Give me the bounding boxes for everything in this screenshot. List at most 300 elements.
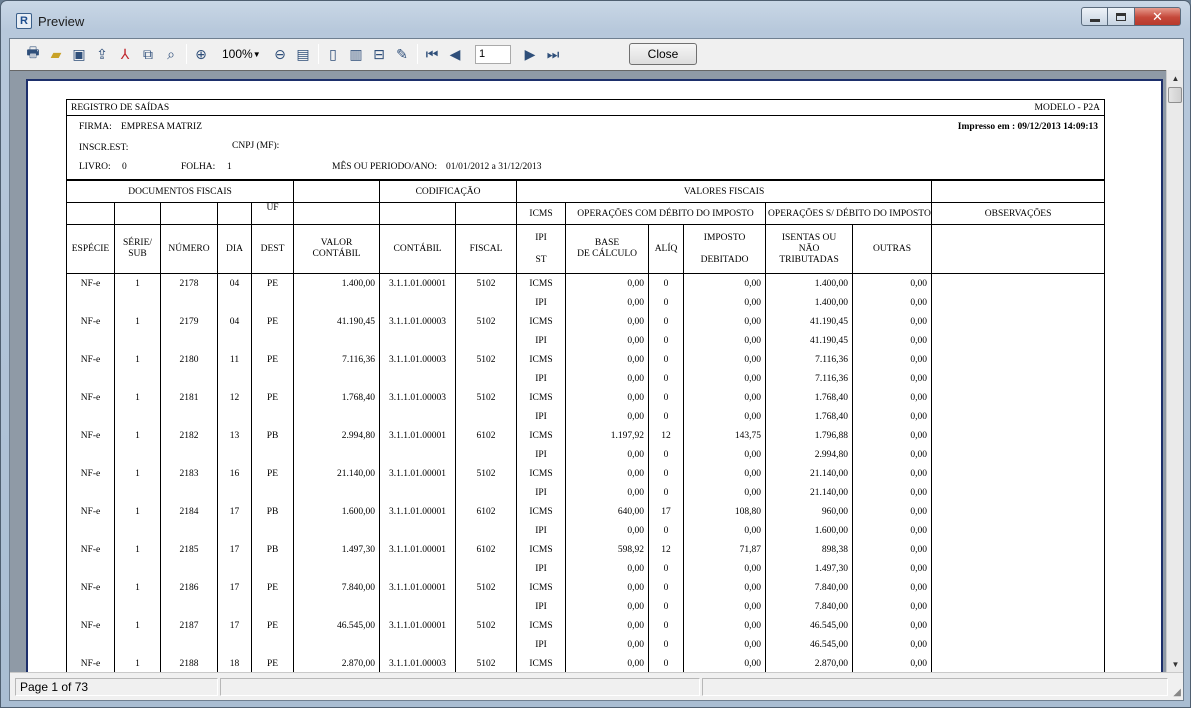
- cnpj-label: CNPJ (MF):: [232, 141, 280, 151]
- cell-valor: 1.497,30: [294, 540, 380, 559]
- resize-grip-icon[interactable]: ◢: [1173, 687, 1181, 698]
- cell-tax-type: IPI: [517, 445, 566, 464]
- print-icon[interactable]: 🖶: [26, 44, 40, 60]
- cell-base: 0,00: [566, 445, 649, 464]
- title-bar[interactable]: [1, 1, 1190, 39]
- cell-dest: PE: [252, 274, 294, 293]
- cell-tax-type: IPI: [517, 331, 566, 350]
- cell-blank: [218, 445, 252, 464]
- cell-blank: [161, 369, 218, 388]
- header-serie-line2: SUB: [128, 249, 147, 259]
- cell-blank: [67, 597, 115, 616]
- cell-numero: 2179: [161, 312, 218, 331]
- cell-isentas: 2.994,80: [766, 445, 853, 464]
- cell-blank: [294, 407, 380, 426]
- window-title: Preview: [38, 14, 85, 29]
- report-table-body: [66, 274, 1105, 673]
- cell-base: 0,00: [566, 369, 649, 388]
- cell-outras: 0,00: [853, 559, 932, 578]
- window-controls: [1081, 7, 1181, 27]
- report-model: MODELO - P2A: [1034, 102, 1100, 113]
- header-imposto-line2: DEBITADO: [700, 254, 749, 265]
- find-icon[interactable]: ⌕: [167, 45, 175, 62]
- cell-observacoes: [932, 616, 1105, 635]
- cell-blank: [456, 407, 517, 426]
- prev-page-icon[interactable]: ◀: [449, 45, 461, 62]
- cell-blank: [218, 369, 252, 388]
- cell-imposto: 0,00: [684, 331, 766, 350]
- cell-fiscal: 5102: [456, 616, 517, 635]
- cell-blank: [115, 559, 161, 578]
- cell-blank: [115, 483, 161, 502]
- table-row: [67, 635, 1105, 654]
- table-row: [67, 654, 1105, 673]
- cell-contabil: 3.1.1.01.00001: [380, 274, 456, 293]
- cell-observacoes: [932, 521, 1105, 540]
- cell-aliq: 0: [649, 350, 684, 369]
- cell-blank: [67, 559, 115, 578]
- page-width-icon[interactable]: ▤: [296, 45, 310, 62]
- cell-tax-type: ICMS: [517, 654, 566, 673]
- vertical-scrollbar[interactable]: [1166, 70, 1183, 673]
- cell-observacoes: [932, 635, 1105, 654]
- cell-aliq: 12: [649, 426, 684, 445]
- cell-serie: 1: [115, 502, 161, 521]
- cell-imposto: 0,00: [684, 578, 766, 597]
- cell-blank: [294, 293, 380, 312]
- open-icon[interactable]: ▰: [50, 45, 62, 62]
- cell-blank: [218, 635, 252, 654]
- edit-icon[interactable]: ✎: [396, 45, 408, 62]
- cell-dest: PE: [252, 578, 294, 597]
- table-row: [67, 369, 1105, 388]
- header-isentas-line1: ISENTAS OU: [781, 232, 837, 243]
- cell-tax-type: IPI: [517, 521, 566, 540]
- cell-blank: [161, 521, 218, 540]
- cell-blank: [161, 407, 218, 426]
- cell-blank: [252, 331, 294, 350]
- cell-blank: [252, 483, 294, 502]
- cell-fiscal: 5102: [456, 578, 517, 597]
- cell-tax-type: IPI: [517, 293, 566, 312]
- two-pages-icon[interactable]: ▥: [349, 45, 363, 62]
- cell-numero: 2178: [161, 274, 218, 293]
- table-row: [67, 502, 1105, 521]
- table-row: [67, 597, 1105, 616]
- cell-dest: PE: [252, 388, 294, 407]
- header-blank: [161, 203, 218, 225]
- cell-imposto: 0,00: [684, 369, 766, 388]
- header-aliq: ALÍQ: [649, 225, 684, 274]
- cell-blank: [161, 559, 218, 578]
- cell-aliq: 0: [649, 559, 684, 578]
- app-icon: R: [16, 13, 32, 29]
- cell-isentas: 41.190,45: [766, 312, 853, 331]
- header-blank: [115, 203, 161, 225]
- cell-base: 1.197,92: [566, 426, 649, 445]
- cell-aliq: 17: [649, 502, 684, 521]
- scroll-thumb[interactable]: [1168, 87, 1182, 103]
- cell-numero: 2188: [161, 654, 218, 673]
- cell-contabil: 3.1.1.01.00003: [380, 654, 456, 673]
- cell-blank: [456, 597, 517, 616]
- cell-blank: [456, 483, 517, 502]
- cell-imposto: 0,00: [684, 312, 766, 331]
- cell-blank: [456, 445, 517, 464]
- pdf-icon[interactable]: ⅄: [120, 45, 130, 62]
- cell-blank: [380, 597, 456, 616]
- cell-blank: [161, 483, 218, 502]
- cell-especie: NF-e: [67, 350, 115, 369]
- cell-especie: NF-e: [67, 312, 115, 331]
- header-blank: [456, 203, 517, 225]
- table-row: [67, 445, 1105, 464]
- header-serie-line1: SÉRIE/: [122, 238, 153, 248]
- cell-outras: 0,00: [853, 616, 932, 635]
- cell-dia: 17: [218, 616, 252, 635]
- cell-observacoes: [932, 369, 1105, 388]
- zoom-value: 100%: [222, 47, 253, 61]
- cell-blank: [456, 635, 517, 654]
- cell-base: 0,00: [566, 521, 649, 540]
- cell-base: 0,00: [566, 464, 649, 483]
- header-op-debito: OPERAÇÕES COM DÉBITO DO IMPOSTO: [566, 203, 766, 225]
- cell-outras: 0,00: [853, 426, 932, 445]
- table-row: [67, 578, 1105, 597]
- cell-blank: [380, 559, 456, 578]
- cell-contabil: 3.1.1.01.00003: [380, 312, 456, 331]
- first-page-icon[interactable]: ⏮: [425, 45, 439, 62]
- header-dia: DIA: [218, 225, 252, 274]
- preview-area[interactable]: [10, 70, 1167, 673]
- maximize-button[interactable]: [1108, 7, 1135, 26]
- cell-dia: 17: [218, 502, 252, 521]
- table-row: [67, 274, 1105, 293]
- cell-observacoes: [932, 597, 1105, 616]
- report-page: [26, 79, 1163, 673]
- cell-contabil: 3.1.1.01.00003: [380, 350, 456, 369]
- scroll-up-icon[interactable]: ▲: [1171, 74, 1180, 83]
- cell-imposto: 0,00: [684, 464, 766, 483]
- cell-blank: [115, 293, 161, 312]
- minimize-button[interactable]: [1081, 7, 1108, 26]
- cell-aliq: 0: [649, 464, 684, 483]
- cell-tax-type: IPI: [517, 635, 566, 654]
- cell-blank: [218, 597, 252, 616]
- cell-aliq: 0: [649, 331, 684, 350]
- header-base-line1: BASE: [594, 238, 620, 248]
- cell-fiscal: 5102: [456, 274, 517, 293]
- cell-tax-type: ICMS: [517, 388, 566, 407]
- cell-blank: [380, 293, 456, 312]
- cell-fiscal: 5102: [456, 464, 517, 483]
- cell-especie: NF-e: [67, 426, 115, 445]
- zoom-in-icon[interactable]: ⊕: [195, 45, 207, 62]
- cell-isentas: 1.497,30: [766, 559, 853, 578]
- cell-dest: PB: [252, 502, 294, 521]
- book-icon[interactable]: ⊟: [373, 45, 385, 62]
- cell-especie: NF-e: [67, 464, 115, 483]
- close-window-button[interactable]: [1135, 7, 1181, 26]
- cell-blank: [294, 331, 380, 350]
- cell-tax-type: IPI: [517, 407, 566, 426]
- cell-base: 0,00: [566, 559, 649, 578]
- cell-aliq: 12: [649, 540, 684, 559]
- cell-base: 0,00: [566, 312, 649, 331]
- table-row: [67, 331, 1105, 350]
- cell-tax-type: ICMS: [517, 502, 566, 521]
- status-page-info: Page 1 of 73: [15, 678, 218, 696]
- cell-blank: [115, 407, 161, 426]
- cell-contabil: 3.1.1.01.00001: [380, 578, 456, 597]
- cell-isentas: 1.600,00: [766, 521, 853, 540]
- maximize-icon: [1116, 13, 1126, 21]
- cell-numero: 2185: [161, 540, 218, 559]
- report-header: [66, 99, 1105, 180]
- header-blank: [932, 225, 1105, 274]
- cell-fiscal: 6102: [456, 426, 517, 445]
- cell-valor: 2.994,80: [294, 426, 380, 445]
- firma-label: FIRMA:: [79, 122, 112, 132]
- cell-blank: [161, 635, 218, 654]
- cell-aliq: 0: [649, 293, 684, 312]
- cell-outras: 0,00: [853, 407, 932, 426]
- cell-blank: [380, 445, 456, 464]
- cell-observacoes: [932, 312, 1105, 331]
- cell-dest: PE: [252, 654, 294, 673]
- cell-blank: [67, 369, 115, 388]
- cell-base: 598,92: [566, 540, 649, 559]
- table-row: [67, 426, 1105, 445]
- save-icon[interactable]: ▣: [72, 45, 86, 62]
- report-rows: [67, 274, 1105, 673]
- printed-date: Impresso em : 09/12/2013 14:09:13: [957, 122, 1098, 132]
- toolbar-separator: [186, 44, 187, 64]
- cell-blank: [294, 369, 380, 388]
- cell-numero: 2182: [161, 426, 218, 445]
- copy-icon[interactable]: ⧉: [143, 45, 153, 62]
- cell-blank: [67, 407, 115, 426]
- cell-blank: [252, 635, 294, 654]
- cell-serie: 1: [115, 578, 161, 597]
- cell-blank: [456, 369, 517, 388]
- cell-blank: [252, 293, 294, 312]
- cell-imposto: 0,00: [684, 616, 766, 635]
- cell-contabil: 3.1.1.01.00001: [380, 540, 456, 559]
- status-bar: [10, 672, 1183, 700]
- cell-imposto: 0,00: [684, 407, 766, 426]
- firma-value: EMPRESA MATRIZ: [121, 122, 203, 132]
- table-row: [67, 388, 1105, 407]
- report-title-row: [67, 100, 1104, 116]
- cell-tax-type: IPI: [517, 597, 566, 616]
- cell-outras: 0,00: [853, 331, 932, 350]
- table-row: [67, 293, 1105, 312]
- cell-aliq: 0: [649, 407, 684, 426]
- cell-base: 0,00: [566, 388, 649, 407]
- cell-tax-type: ICMS: [517, 540, 566, 559]
- next-page-icon[interactable]: ▶: [524, 45, 536, 62]
- cell-observacoes: [932, 502, 1105, 521]
- cell-dest: PE: [252, 464, 294, 483]
- header-valor-line1: VALOR: [320, 238, 353, 248]
- cell-blank: [218, 521, 252, 540]
- cell-base: 0,00: [566, 293, 649, 312]
- folha-value: 1: [227, 162, 232, 172]
- cell-blank: [161, 597, 218, 616]
- header-blank: [294, 203, 380, 225]
- toolbar-separator: [318, 44, 319, 64]
- chevron-down-icon: ▼: [252, 49, 261, 59]
- cell-blank: [294, 483, 380, 502]
- table-row: [67, 407, 1105, 426]
- cell-tax-type: ICMS: [517, 578, 566, 597]
- cell-especie: NF-e: [67, 578, 115, 597]
- cell-outras: 0,00: [853, 540, 932, 559]
- page-number-input[interactable]: [475, 45, 511, 64]
- cell-observacoes: [932, 464, 1105, 483]
- cell-outras: 0,00: [853, 654, 932, 673]
- cell-valor: 1.768,40: [294, 388, 380, 407]
- header-valor-line2: CONTÁBIL: [312, 249, 361, 259]
- cell-tax-type: ICMS: [517, 426, 566, 445]
- cell-especie: NF-e: [67, 654, 115, 673]
- cell-blank: [115, 521, 161, 540]
- cell-aliq: 0: [649, 369, 684, 388]
- cell-especie: NF-e: [67, 274, 115, 293]
- cell-blank: [380, 331, 456, 350]
- cell-isentas: 21.140,00: [766, 464, 853, 483]
- header-imposto-line1: IMPOSTO: [703, 232, 746, 243]
- cell-imposto: 0,00: [684, 597, 766, 616]
- cell-aliq: 0: [649, 635, 684, 654]
- single-page-icon[interactable]: ▯: [329, 45, 337, 62]
- cell-blank: [67, 521, 115, 540]
- cell-tax-type: ICMS: [517, 616, 566, 635]
- cell-blank: [456, 521, 517, 540]
- cell-blank: [294, 635, 380, 654]
- header-blank: [218, 203, 252, 225]
- toolbar: [10, 39, 1183, 69]
- cell-contabil: 3.1.1.01.00001: [380, 502, 456, 521]
- header-isentas-line2: NÃO: [798, 243, 820, 254]
- cell-blank: [67, 635, 115, 654]
- header-especie: ESPÉCIE: [67, 225, 115, 274]
- cell-base: 0,00: [566, 483, 649, 502]
- cell-outras: 0,00: [853, 502, 932, 521]
- cell-dest: PB: [252, 540, 294, 559]
- cell-outras: 0,00: [853, 388, 932, 407]
- cell-imposto: 0,00: [684, 654, 766, 673]
- table-row: [67, 350, 1105, 369]
- livro-label: LIVRO:: [79, 162, 111, 172]
- cell-isentas: 1.400,00: [766, 274, 853, 293]
- cell-blank: [67, 445, 115, 464]
- header-imposto: [684, 225, 766, 274]
- header-uf: UF: [252, 203, 294, 225]
- cell-blank: [294, 597, 380, 616]
- cell-observacoes: [932, 407, 1105, 426]
- report-title: REGISTRO DE SAÍDAS: [71, 102, 170, 113]
- close-button[interactable]: Close: [629, 43, 697, 65]
- cell-blank: [252, 445, 294, 464]
- cell-blank: [218, 559, 252, 578]
- cell-imposto: 108,80: [684, 502, 766, 521]
- header-fiscal: FISCAL: [456, 225, 517, 274]
- header-icms: ICMS: [517, 203, 566, 225]
- zoom-select[interactable]: [219, 44, 263, 64]
- cell-outras: 0,00: [853, 597, 932, 616]
- cell-valor: 21.140,00: [294, 464, 380, 483]
- header-st: ST: [535, 254, 547, 265]
- cell-dest: PE: [252, 350, 294, 369]
- header-blank: [294, 181, 380, 203]
- cell-observacoes: [932, 540, 1105, 559]
- header-observacoes: OBSERVAÇÕES: [932, 203, 1105, 225]
- cell-imposto: 0,00: [684, 635, 766, 654]
- cell-contabil: 3.1.1.01.00003: [380, 388, 456, 407]
- cell-blank: [380, 483, 456, 502]
- cell-valor: 1.600,00: [294, 502, 380, 521]
- cell-blank: [380, 635, 456, 654]
- table-row: [67, 616, 1105, 635]
- cell-dia: 04: [218, 312, 252, 331]
- table-row: [67, 483, 1105, 502]
- client-area: [9, 38, 1184, 701]
- cell-contabil: 3.1.1.01.00001: [380, 616, 456, 635]
- cell-base: 0,00: [566, 616, 649, 635]
- header-blank: [380, 203, 456, 225]
- cell-blank: [67, 293, 115, 312]
- last-page-icon[interactable]: ⏭: [546, 45, 560, 62]
- cell-outras: 0,00: [853, 293, 932, 312]
- table-row: [67, 521, 1105, 540]
- cell-serie: 1: [115, 654, 161, 673]
- cell-outras: 0,00: [853, 578, 932, 597]
- report-table-header: [66, 180, 1105, 274]
- cell-base: 0,00: [566, 578, 649, 597]
- cell-especie: NF-e: [67, 616, 115, 635]
- cell-outras: 0,00: [853, 635, 932, 654]
- cell-valor: 7.840,00: [294, 578, 380, 597]
- cell-observacoes: [932, 350, 1105, 369]
- cell-isentas: 2.870,00: [766, 654, 853, 673]
- cell-blank: [218, 407, 252, 426]
- cell-numero: 2187: [161, 616, 218, 635]
- cell-aliq: 0: [649, 578, 684, 597]
- export-icon[interactable]: ⇪: [96, 45, 108, 62]
- cell-blank: [252, 597, 294, 616]
- folha-label: FOLHA:: [181, 162, 216, 172]
- scroll-down-icon[interactable]: ▼: [1171, 660, 1180, 669]
- cell-outras: 0,00: [853, 464, 932, 483]
- zoom-out-icon[interactable]: ⊖: [274, 45, 286, 62]
- report-info: [67, 116, 1104, 179]
- report: [66, 99, 1106, 673]
- cell-blank: [252, 521, 294, 540]
- cell-aliq: 0: [649, 312, 684, 331]
- inscr-label: INSCR.EST:: [79, 143, 129, 153]
- cell-aliq: 0: [649, 616, 684, 635]
- periodo-label: MÊS OU PERIODO/ANO:: [332, 162, 438, 172]
- cell-base: 0,00: [566, 597, 649, 616]
- cell-dia: 12: [218, 388, 252, 407]
- cell-blank: [161, 293, 218, 312]
- cell-outras: 0,00: [853, 274, 932, 293]
- cell-observacoes: [932, 578, 1105, 597]
- cell-observacoes: [932, 654, 1105, 673]
- cell-especie: NF-e: [67, 388, 115, 407]
